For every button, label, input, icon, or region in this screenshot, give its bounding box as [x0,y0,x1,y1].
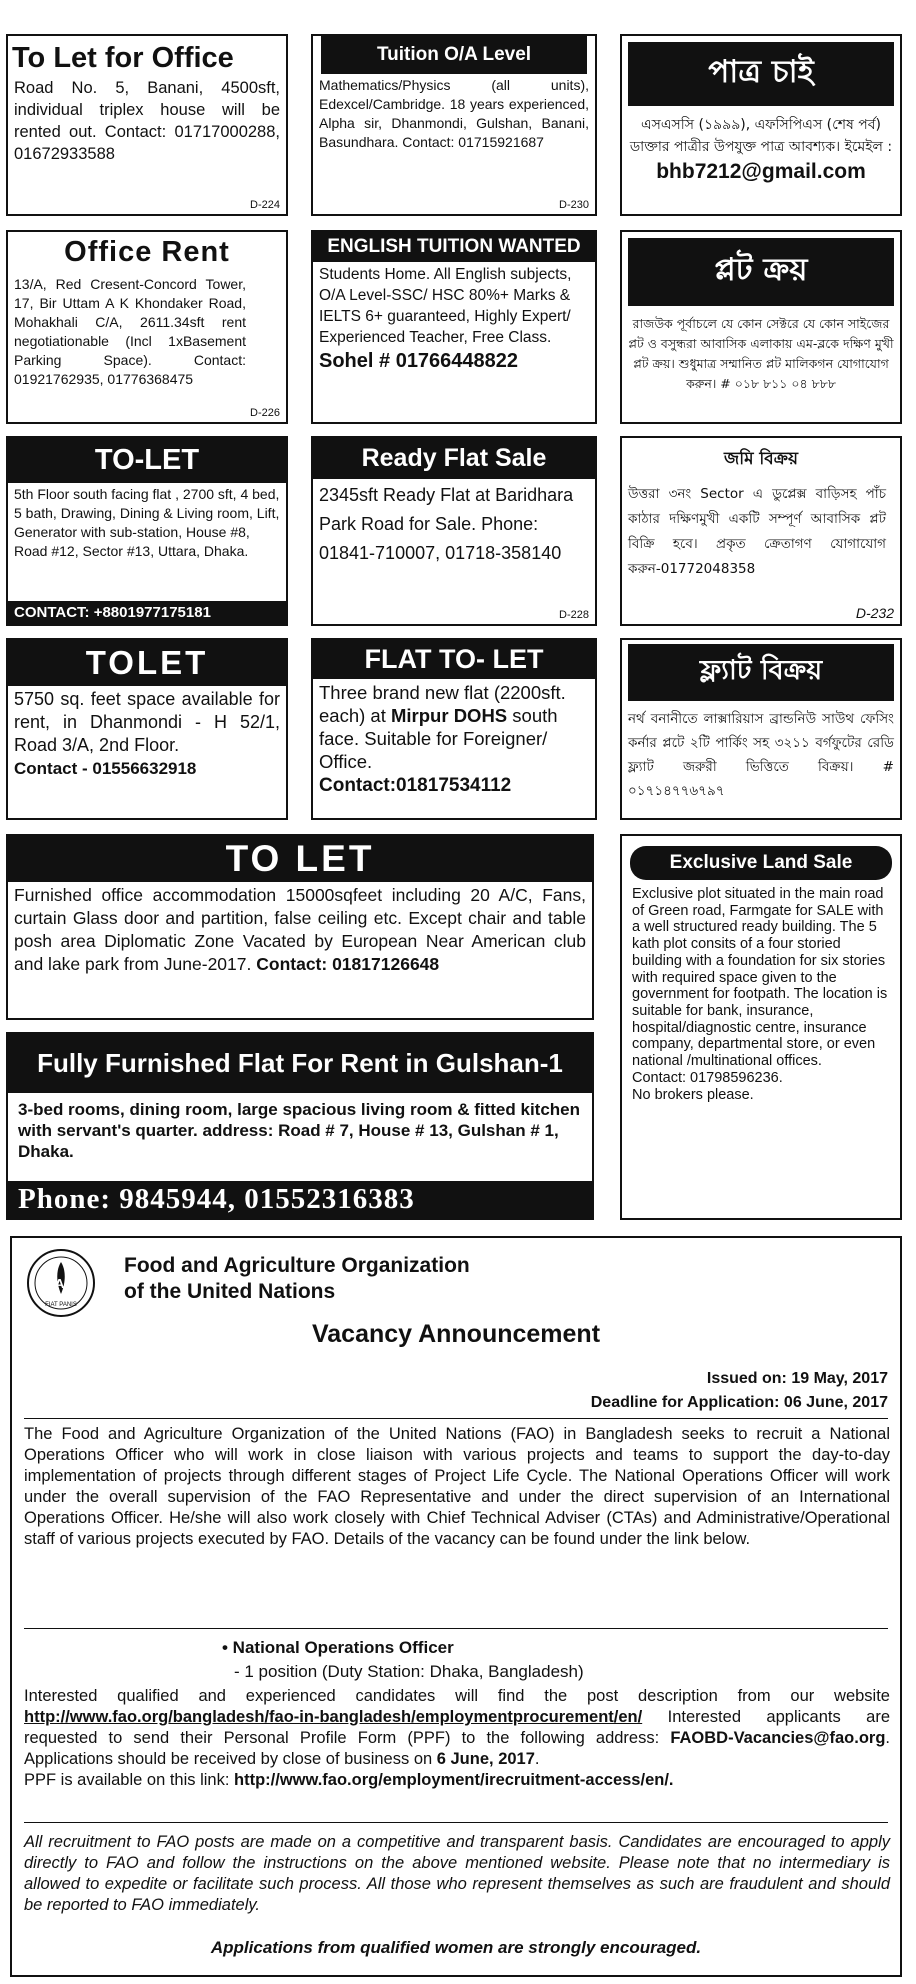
ad-body: Mathematics/Physics (all units), Edexcel/Cambridge. 18 years experienced, Alpha sir, Dhanmondi, Gulshan, Banani, Basundhara. Contact: 01715921687 [319,77,589,150]
ad-location: Mirpur DOHS [391,705,508,726]
ad-title: To Let for Office [12,42,234,74]
position-title: • National Operations Officer [222,1638,454,1657]
apply-text-4: . [534,1750,540,1768]
ad-code: D-226 [250,407,280,419]
ad-title: পাত্র চাই [628,42,894,106]
footer-paragraph: All recruitment to FAO posts are made on a competitive and transparent basis. Candidates are encouraged to apply directly to FAO and follow the instructions on the above mentioned website. Please note that no intermediary is allowed to expedite or facilitate such process. All those who represent themselves as such are fraudulent and should be reported to FAO immediately. [24,1833,890,1914]
ad-contact: Contact - 01556632918 [14,759,197,778]
ad-patro-chai [620,34,902,216]
intro-paragraph: The Food and Agriculture Organization of the United Nations (FAO) in Bangladesh seeks to recruit a National Operations Officer who will work in close liaison with various projects and teams to support the day-to-day implementation of projects through different stages of Project Life Cycle. The National Operations Officer will work under the overall supervision of the FAO Representative and under the direct supervision of an International Operations Officer. He/she will also work closely with Chief Technical Adviser (CTAs) and Administrative/Operational staff of various projects executed by FAO. Details of the vacancy can be found under the link below. [24,1425,890,1548]
ad-contact: CONTACT: +8801977175181 [8,601,286,624]
ad-title: TO-LET [8,438,286,483]
announcement-heading: Vacancy Announcement [311,1320,601,1348]
ad-code: D-228 [559,609,589,621]
divider [24,1418,888,1419]
apply-deadline: 6 June, 2017 [436,1750,535,1768]
ppf-link[interactable]: http://www.fao.org/employment/irecruitment-access/en/. [234,1771,674,1789]
ad-title: Exclusive Land Sale [630,846,892,880]
ad-plot-kroy [620,230,902,424]
closing-line: Applications from qualified women are strongly encouraged. [210,1938,702,1957]
ad-body [8,882,592,978]
ad-body: Exclusive plot situated in the main road of Green road, Farmgate for SALE with a well structured ready building. The 5 kath plot consits of a four storied building with a foundation for six stories with required space given to the government for footpath. The location is suitable for bank, insurance, hospital/diagnostic centre, insurance company, departmental store, or even national /multinational offices. [632,886,888,1070]
logo-text: FAO [47,1276,75,1291]
divider [24,1822,888,1823]
ad-title: TOLET [8,640,286,686]
ad-jomi-bikroy [620,436,902,626]
ad-ready-flat-sale [311,436,597,626]
ad-phone: Phone: 9845944, 01552316383 [8,1181,592,1218]
ad-body [313,679,595,775]
apply-text: Interested qualified and experienced candidates will find the post description from our website [24,1687,890,1705]
ad-title: ENGLISH TUITION WANTED [313,232,595,262]
ad-title: Tuition O/A Level [321,36,587,74]
apply-paragraph [24,1686,890,1791]
ad-contact: Contact: 01798596236. [632,1069,783,1086]
ad-tuition-oa-level [311,34,597,216]
ad-title: FLAT TO- LET [313,640,595,679]
employment-link[interactable]: http://www.fao.org/bangladesh/fao-in-bangladesh/employmentprocurement/en/ [24,1708,643,1726]
ad-body: 5th Floor south facing flat , 2700 sft, 4 bed, 5 bath, Drawing, Dining & Living room, Lift, Generator with sub-station, House #8, Road #12, Sector #13, Uttara, Dhaka. [14,486,280,559]
ad-flat-bikroy [620,638,902,820]
ad-body: 2345sft Ready Flat at Baridhara Park Road for Sale. Phone: 01841-710007, 01718-358140 [319,485,574,563]
ad-body: Road No. 5, Banani, 4500sft, individual triplex house will be rented out. Contact: 01717000288, 01672933588 [14,79,280,163]
ad-body: উত্তরা ৩নং Sector এ ডুপ্লেক্স বাড়িসহ পাঁচ কাঠার দক্ষিণমুখী একটি সম্পূর্ণ আবাসিক প্লট বিক্রি হবে। প্রকৃত ক্রেতাগণ যোগাযোগ করুন-01772048358 [628,486,886,577]
ad-to-let-office-15000 [6,834,594,1020]
ppf-line [24,1770,890,1791]
ad-body-text: Three brand new flat (2200sft. each) at [319,682,566,726]
ad-to-let-uttara [6,436,288,626]
ad-english-tuition [311,230,597,424]
ad-tolet-dhanmondi [6,638,288,820]
position-detail: - 1 position (Duty Station: Dhaka, Bangladesh) [234,1662,584,1681]
ad-title: Office Rent [64,236,230,268]
fao-logo [26,1248,96,1318]
ad-contact: Contact: 01817126648 [256,954,440,974]
divider [24,1628,888,1629]
ad-body-text-2: south face. Suitable for Foreigner/ Office. [319,705,558,772]
ad-title: Ready Flat Sale [313,438,595,479]
deadline-date: Deadline for Application: 06 June, 2017 [590,1394,888,1411]
ad-code: D-230 [559,199,589,211]
ad-body: নর্থ বনানীতে লাক্সারিয়াস ব্রান্ডনিউ সাউথ ফেসিং কর্নার প্লটে ২টি পার্কিং সহ ৩২১১ বর্গফুটের রেডি ফ্ল্যাট জরুরী ভিত্তিতে বিক্রয়। # ০১৭১৪৭৭৬৭৯৭ [628,711,894,799]
vacancy-email[interactable]: FAOBD-Vacancies@fao.org [670,1729,886,1747]
fao-vacancy-announcement [10,1236,902,1977]
apply-text-2: Interested applicants are requested to send their Personal Profile Form (PPF) to the following address: [24,1708,890,1747]
ad-title: TO LET [8,836,592,882]
ad-title: Fully Furnished Flat For Rent in Gulshan-1 [8,1034,592,1093]
issued-date: Issued on: 19 May, 2017 [706,1370,888,1387]
ad-code: D-232 [855,605,894,621]
ad-body: 5750 sq. feet space available for rent, in Dhanmondi - H 52/1, Road 3/A, 2nd Floor. [14,689,280,755]
ad-note: No brokers please. [632,1086,754,1103]
logo-motto: FIAT PANIS [45,1302,77,1308]
ad-body-text: Furnished office accommodation 15000sqfeet including 20 A/C, Fans, curtain Glass door and partition, false ceiling etc. Except chair and table posh area Diplomatic Zone Vacated by European Near American club and lake park from June-2017. [14,885,586,974]
ad-office-rent [6,230,288,424]
ad-contact: Contact:01817534112 [319,775,512,796]
ad-to-let-for-office [6,34,288,216]
ad-email: bhb7212@gmail.com [656,160,866,183]
ad-title: জমি বিক্রয় [724,449,798,469]
ad-body: 3-bed rooms, dining room, large spacious living room & fitted kitchen with servant's quarter. address: Road # 7, House # 13, Gulshan # 1, Dhaka. [18,1100,581,1161]
apply-text-3: . Applications should be received by close of business on [24,1729,890,1768]
ad-body: এসএসসি (১৯৯৯), এফসিপিএস (শেষ পর্ব) ডাক্তার পাত্রীর উপযুক্ত পাত্র আবশ্যক। ইমেইল : [629,117,893,155]
ppf-text: PPF is available on this link: [24,1771,235,1789]
ad-exclusive-land-sale [620,834,902,1220]
ad-title: প্লট ক্রয় [628,238,894,306]
org-name-line2: of the United Nations [124,1280,336,1303]
ad-body: Students Home. All English subjects, O/A Level-SSC/ HSC 80%+ Marks & IELTS 6+ guaranteed, Highly Expert/ Experienced Teacher, Free Class. [319,266,572,346]
ad-contact: Sohel # 01766448822 [319,350,519,372]
ad-code: D-224 [250,199,280,211]
org-name-line1: Food and Agriculture Organization [124,1254,470,1277]
ad-body: রাজউক পূর্বাচলে যে কোন সেক্টরে যে কোন সাইজের প্লট ও বসুন্ধরা আবাসিক এলাকায় এম-ব্লকে দক্ষিণ মুখী প্লট ক্রয়। শুধুমাত্র সম্মানিত প্লট মালিকগন যোগাযোগ করুন। # ০১৮ ৮১১ ০৪ ৮৮৮ [628,316,894,391]
ad-title: ফ্ল্যাট বিক্রয় [628,644,894,701]
ad-gulshan-flat [6,1032,594,1220]
ad-flat-to-let-mirpur [311,638,597,820]
ad-body: 13/A, Red Cresent-Concord Tower, 17, Bir Uttam A K Khondaker Road, Mohakhali C/A, 2611.34sft rent negotiationable (Incl 1xBasement Parking Space). Contact: 01921762935, 01776368475 [14,276,246,387]
